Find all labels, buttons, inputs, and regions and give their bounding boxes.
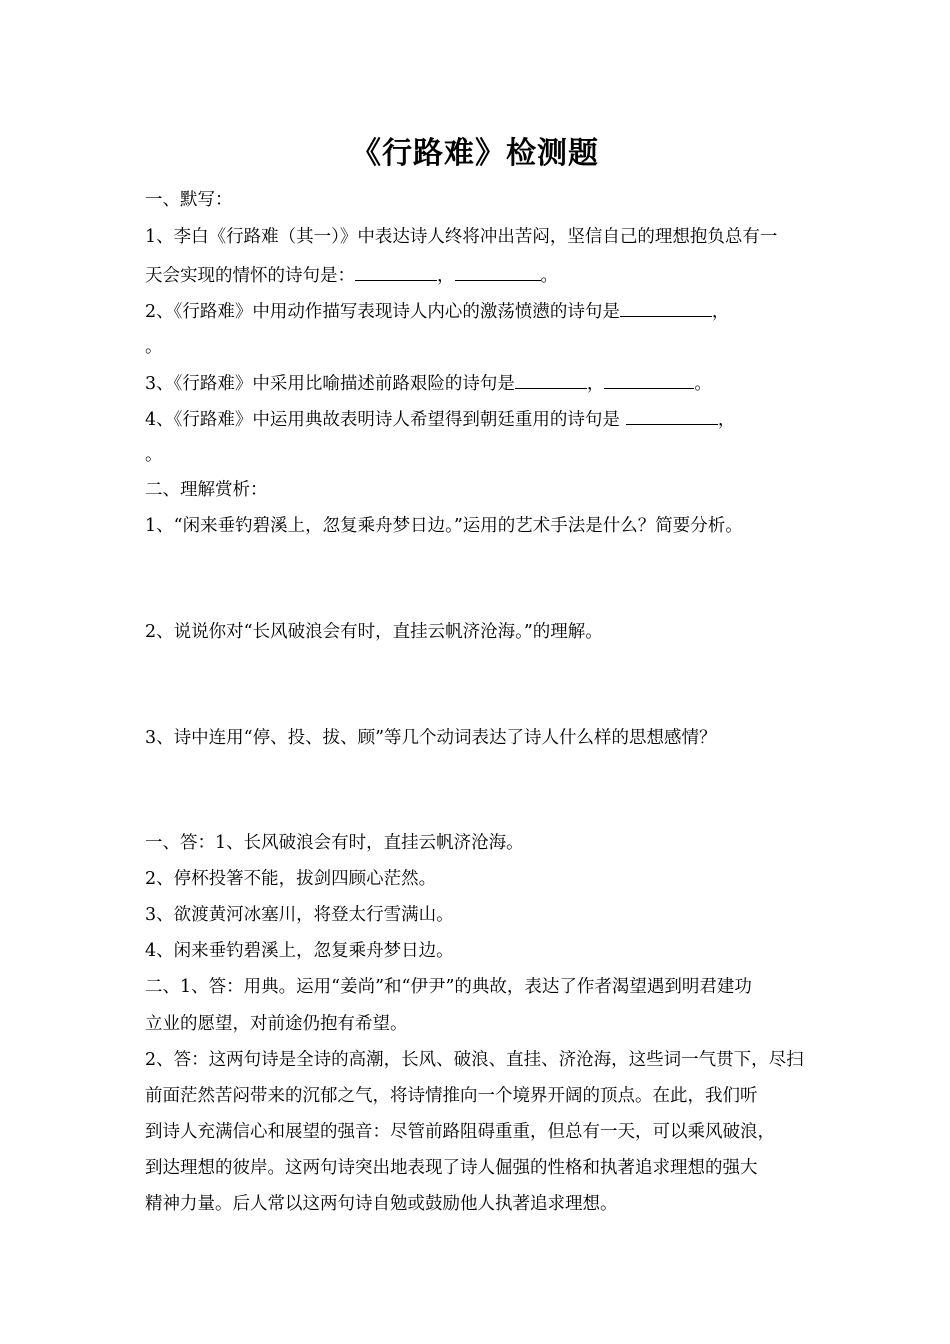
q2-text: 2、《行路难》中用动作描写表现诗人内心的激荡愤懑的诗句是: [145, 302, 620, 322]
q3-end: 。: [694, 374, 712, 394]
answer-3: 3、欲渡黄河冰塞川，将登太行雪满山。: [145, 905, 454, 925]
q4-line1: [145, 406, 735, 432]
answer-2: 2、停杯投箸不能，拔剑四顾心茫然。: [145, 869, 437, 889]
answer-blank[interactable]: [515, 370, 587, 389]
q1-text: 天会实现的情怀的诗句是：: [145, 266, 355, 286]
q3-sep: ，: [586, 374, 605, 394]
q4-text: 4、《行路难》中运用典故表明诗人希望得到朝廷重用的诗句是: [145, 410, 620, 430]
answer-b2-line5: 精神力量。后人常以这两句诗自勉或鼓励他人执著追求理想。: [145, 1194, 618, 1214]
q4-line2: 。: [145, 445, 163, 465]
answer-b2-line1: 2、答：这两句诗是全诗的高潮，长风、破浪、直挂、济沧海，这些词一气贯下，尽扫: [145, 1050, 804, 1070]
q2-line1: [145, 298, 729, 324]
answer-b1-line1: 二、1、答：用典。运用“姜尚”和“伊尹”的典故，表达了作者渴望遇到明君建功: [145, 977, 752, 997]
answer-1: 一、答：1、长风破浪会有时，直挂云帆济沧海。: [145, 833, 524, 853]
answer-blank[interactable]: [626, 406, 718, 425]
q3-text: 3、《行路难》中采用比喻描述前路艰险的诗句是: [145, 374, 515, 394]
answer-b1-line2: 立业的愿望，对前途仍抱有希望。: [145, 1014, 408, 1034]
answer-4: 4、闲来垂钓碧溪上，忽复乘舟梦日边。: [145, 941, 454, 961]
q4-sep: ，: [717, 410, 736, 430]
q1-line1: 1、李白《行路难（其一）》中表达诗人终将冲出苦闷，坚信自己的理想抱负总有一: [145, 227, 778, 247]
s2-q2: 2、说说你对“长风破浪会有时，直挂云帆济沧海。”的理解。: [145, 622, 603, 642]
q2-line2: 。: [145, 337, 163, 357]
q2-sep: ，: [711, 302, 730, 322]
section2-heading: 二、理解赏析：: [145, 480, 268, 500]
s2-q1: 1、“闲来垂钓碧溪上，忽复乘舟梦日边。”运用的艺术手法是什么？简要分析。: [145, 516, 743, 536]
q1-line2: [145, 262, 558, 288]
q3-line1: [145, 370, 712, 396]
answer-b2-line2: 前面茫然苦闷带来的沉郁之气，将诗情推向一个境界开阔的顶点。在此，我们听: [145, 1086, 758, 1106]
section1-heading: 一、默写：: [145, 190, 233, 210]
q1-end: 。: [540, 266, 558, 286]
answer-b2-line3: 到诗人充满信心和展望的强音：尽管前路阻碍重重，但总有一天，可以乘风破浪，: [145, 1122, 775, 1142]
s2-q3: 3、诗中连用“停、投、拔、顾”等几个动词表达了诗人什么样的思想感情？: [145, 728, 717, 748]
page-title: 《行路难》检测题: [351, 136, 599, 171]
answer-blank[interactable]: [355, 262, 437, 281]
answer-b2-line4: 到达理想的彼岸。这两句诗突出地表现了诗人倔强的性格和执著追求理想的强大: [145, 1158, 758, 1178]
answer-blank[interactable]: [620, 298, 712, 317]
answer-blank[interactable]: [604, 370, 694, 389]
answer-blank[interactable]: [455, 262, 541, 281]
q1-sep: ，: [437, 266, 455, 286]
